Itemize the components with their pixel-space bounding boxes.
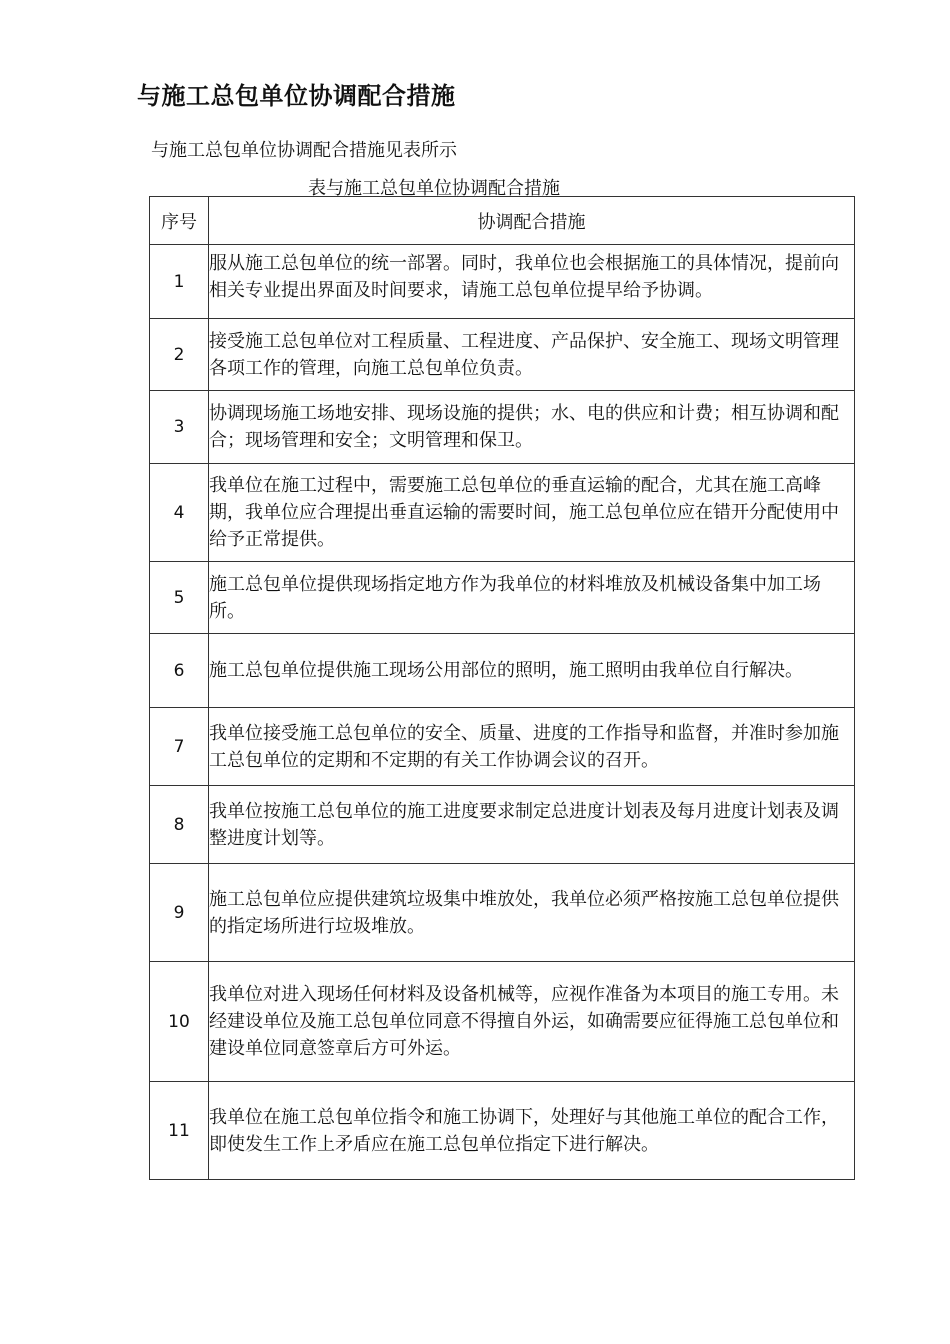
table-row xyxy=(150,708,855,786)
row-measure-text xyxy=(209,245,855,319)
row-number: 3 xyxy=(150,391,209,464)
header-serial-number: 序号 xyxy=(150,197,209,245)
table-row xyxy=(150,391,855,464)
row-measure-text: 我单位在施工总包单位指令和施工协调下，处理好与其他施工单位的配合工作，即使发生工作上矛盾应在施工总包单位指定下进行解决。 xyxy=(209,1082,855,1180)
table-row xyxy=(150,245,855,319)
row-number: 8 xyxy=(150,786,209,864)
table-caption: 表与施工总包单位协调配合措施 xyxy=(308,178,560,199)
row-measure-text: 我单位按施工总包单位的施工进度要求制定总进度计划表及每月进度计划表及调整进度计划等。 xyxy=(209,786,855,864)
table-row xyxy=(150,786,855,864)
coordination-measures-table xyxy=(149,196,855,1180)
table-row xyxy=(150,562,855,634)
row-number: 7 xyxy=(150,708,209,786)
table-row xyxy=(150,864,855,962)
row-number: 10 xyxy=(150,962,209,1082)
row-number: 9 xyxy=(150,864,209,962)
row-number: 1 xyxy=(150,245,209,319)
row-measure-content: 服从施工总包单位的统一部署。同时，我单位也会根据施工的具体情况，提前向相关专业提出界面及时间要求，请施工总包单位提早给予协调。 xyxy=(209,252,839,301)
row-measure-text: 施工总包单位提供施工现场公用部位的照明，施工照明由我单位自行解决。 xyxy=(209,634,855,708)
row-measure-text: 我单位在施工过程中，需要施工总包单位的垂直运输的配合，尤其在施工高峰期，我单位应合理提出垂直运输的需要时间，施工总包单位应在错开分配使用中给予正常提供。 xyxy=(209,464,855,562)
row-measure-text: 施工总包单位提供现场指定地方作为我单位的材料堆放及机械设备集中加工场所。 xyxy=(209,562,855,634)
table-row xyxy=(150,1082,855,1180)
row-number: 4 xyxy=(150,464,209,562)
row-number: 5 xyxy=(150,562,209,634)
header-measure: 协调配合措施 xyxy=(209,197,855,245)
row-measure-text: 我单位接受施工总包单位的安全、质量、进度的工作指导和监督，并准时参加施工总包单位的定期和不定期的有关工作协调会议的召开。 xyxy=(209,708,855,786)
row-measure-text: 接受施工总包单位对工程质量、工程进度、产品保护、安全施工、现场文明管理各项工作的管理，向施工总包单位负责。 xyxy=(209,319,855,391)
table-row xyxy=(150,464,855,562)
document-heading: 与施工总包单位协调配合措施 xyxy=(137,82,456,110)
row-measure-text: 协调现场施工场地安排、现场设施的提供；水、电的供应和计费；相互协调和配合；现场管理和安全；文明管理和保卫。 xyxy=(209,391,855,464)
row-measure-text: 我单位对进入现场任何材料及设备机械等，应视作准备为本项目的施工专用。未经建设单位及施工总包单位同意不得擅自外运，如确需要应征得施工总包单位和建设单位同意签章后方可外运。 xyxy=(209,962,855,1082)
table-row xyxy=(150,962,855,1082)
table-header-row xyxy=(150,197,855,245)
row-number: 6 xyxy=(150,634,209,708)
row-measure-text: 施工总包单位应提供建筑垃圾集中堆放处，我单位必须严格按施工总包单位提供的指定场所进行垃圾堆放。 xyxy=(209,864,855,962)
intro-text: 与施工总包单位协调配合措施见表所示 xyxy=(151,140,457,161)
table-row xyxy=(150,319,855,391)
row-number: 11 xyxy=(150,1082,209,1180)
table-row xyxy=(150,634,855,708)
row-number: 2 xyxy=(150,319,209,391)
